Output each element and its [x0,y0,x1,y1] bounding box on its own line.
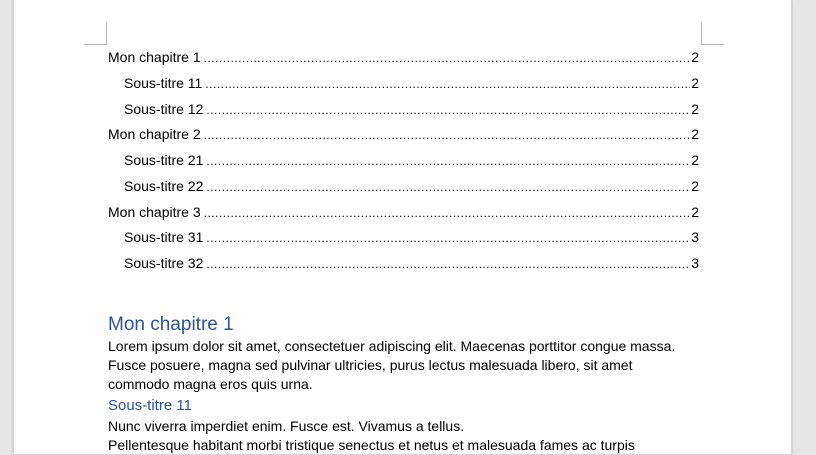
document-body [108,312,708,455]
toc-entry-title: Sous-titre 11 [124,74,203,91]
document-page [13,0,792,454]
toc-dot-leader [206,149,690,175]
toc-entry-page: 2 [691,126,699,143]
table-of-contents [108,45,699,277]
toc-entry-page: 2 [691,203,699,220]
toc-entry-title: Sous-titre 31 [124,229,204,246]
toc-dot-leader [204,201,691,227]
toc-entry-page: 3 [691,229,699,246]
toc-dot-leader [206,98,690,124]
toc-entry-title: Sous-titre 12 [124,100,204,117]
toc-entry-page: 2 [691,152,699,168]
paragraph-line: Lorem ipsum dolor sit amet, consectetuer adipiscing elit. Maecenas porttitor congue massa. [108,338,676,354]
toc-entry[interactable] [108,45,699,71]
toc-dot-leader [206,226,690,252]
paragraph-line: Pellentesque habitant morbi tristique senectus et netus et malesuada fames ac turpis [108,437,635,453]
crop-mark-top-left [106,22,107,45]
toc-entry[interactable] [108,97,699,123]
heading-2: Sous-titre 11 [108,397,192,414]
toc-entry[interactable] [108,122,699,148]
toc-dot-leader [206,175,690,201]
toc-entry[interactable] [108,200,699,226]
toc-entry[interactable] [108,148,699,174]
toc-entry-title: Mon chapitre 1 [108,49,201,65]
paragraph-line: Fusce posuere, magna sed pulvinar ultricies, purus lectus malesuada libero, sit amet [108,357,633,373]
toc-dot-leader [204,46,691,72]
toc-entry-page: 2 [691,49,699,65]
crop-mark-top-left [84,44,107,45]
toc-entry[interactable] [108,71,699,97]
toc-entry-title: Sous-titre 21 [124,152,204,168]
toc-entry-title: Mon chapitre 2 [108,126,201,143]
toc-dot-leader [204,123,691,149]
toc-entry-page: 2 [691,177,699,194]
toc-entry-title: Sous-titre 22 [124,177,204,194]
toc-entry[interactable] [108,174,699,200]
paragraph-line: Nunc viverra imperdiet enim. Fusce est. Vivamus a tellus. [108,418,465,434]
crop-mark-top-right [701,44,724,45]
toc-entry[interactable] [108,251,699,277]
toc-entry-title: Mon chapitre 3 [108,203,201,220]
heading-1: Mon chapitre 1 [108,314,234,335]
toc-entry-title: Sous-titre 32 [124,255,204,271]
paragraph-line: commodo magna eros quis urna. [108,376,313,392]
toc-entry-page: 2 [691,100,699,117]
toc-dot-leader [205,72,690,98]
toc-entry-page: 2 [691,74,699,91]
toc-dot-leader [206,252,690,278]
toc-entry-page: 3 [691,255,699,271]
toc-entry[interactable] [108,225,699,251]
crop-mark-top-right [701,22,702,45]
